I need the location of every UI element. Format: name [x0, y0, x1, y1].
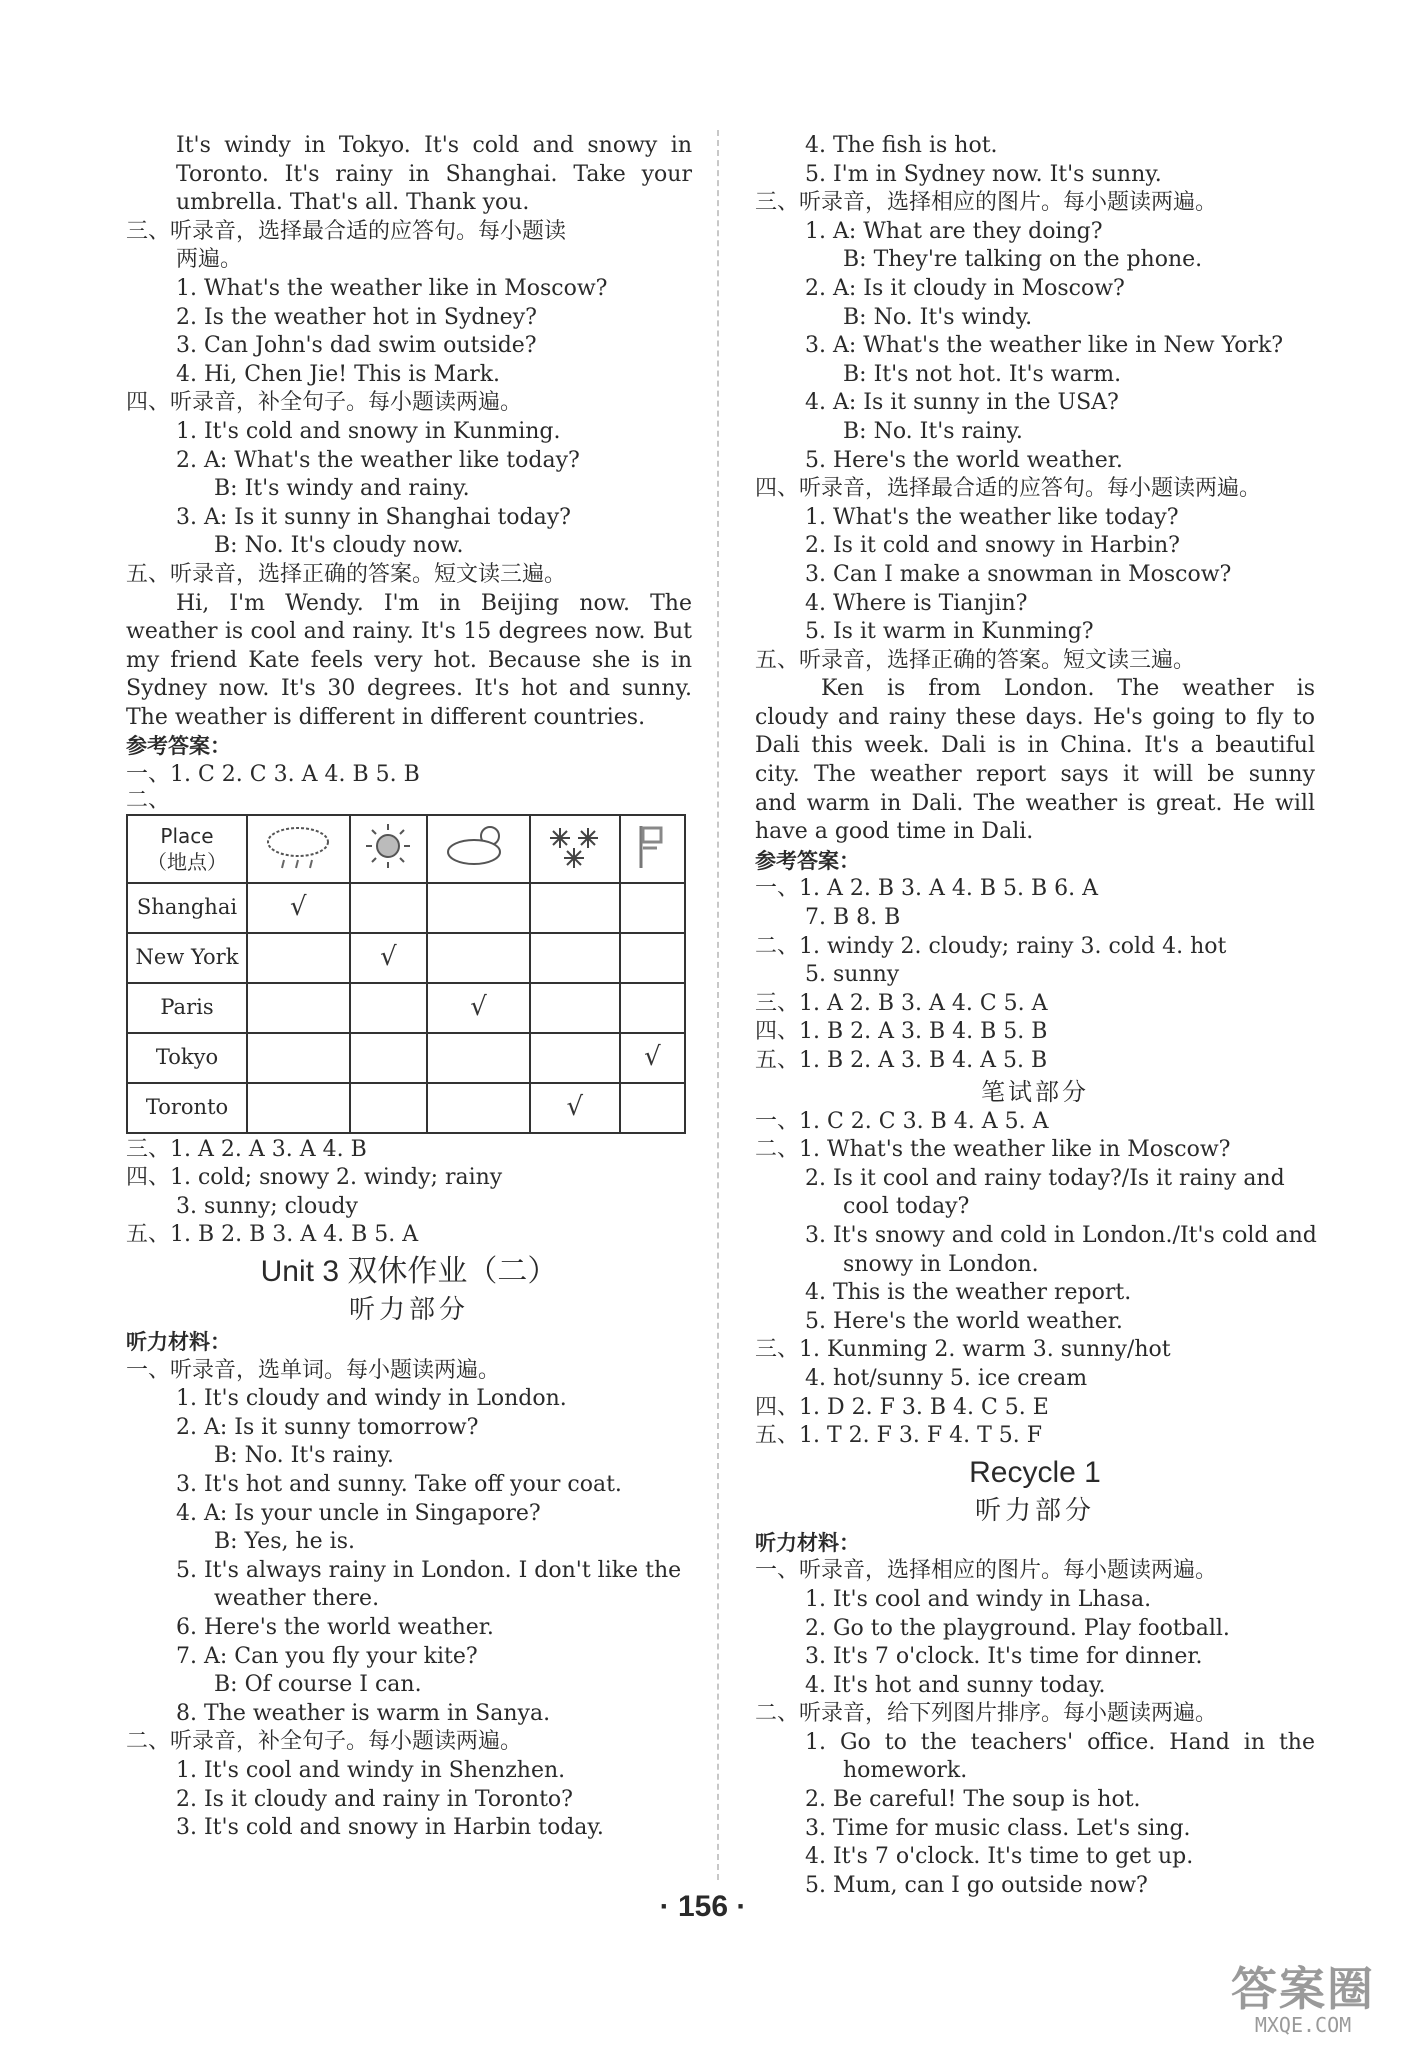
list-item: B: No. It's rainy.	[214, 1443, 394, 1469]
passage-line: Dali this week. Dali is in China. It's a beautiful	[755, 733, 1315, 759]
place-cell: Toronto	[127, 1083, 247, 1133]
list-item: 3. It's 7 o'clock. It's time for dinner.	[805, 1644, 1203, 1670]
list-item: 7. A: Can you fly your kite?	[176, 1643, 478, 1669]
list-item: 2. Be careful! The soup is hot.	[805, 1787, 1141, 1813]
answer-line: 五、1. B 2. B 3. A 4. B 5. A	[126, 1222, 419, 1248]
list-item: B: It's windy and rainy.	[214, 476, 470, 502]
answer-line: 五、1. B 2. A 3. B 4. A 5. B	[755, 1048, 1048, 1073]
answer-line: 3. It's snowy and cold in London./It's cold and	[805, 1222, 1317, 1248]
listening-part-title: 听力部分	[348, 1295, 469, 1326]
empty-cell	[350, 983, 428, 1033]
weather-table	[126, 814, 686, 1134]
empty-cell	[350, 1083, 428, 1133]
answer-line: 4. This is the weather report.	[805, 1280, 1132, 1306]
place-header-cn: （地点）	[147, 849, 227, 874]
list-item: 1. What's the weather like in Moscow?	[176, 275, 608, 301]
watermark-url: MXQE.COM	[1254, 2013, 1352, 2037]
passage-line: Hi, I'm Wendy. I'm in Beijing now. The	[176, 590, 692, 616]
empty-cell	[350, 1033, 428, 1083]
page-number: · 156 ·	[659, 1890, 747, 1923]
written-part-title: 笔试部分	[981, 1077, 1089, 1106]
passage-line: city. The weather report says it will be sunny	[755, 762, 1315, 788]
table-row	[127, 933, 685, 983]
answer-line: 一、1. C 2. C 3. B 4. A 5. A	[755, 1108, 1049, 1134]
empty-cell	[350, 883, 428, 933]
list-item: 3. Can I make a snowman in Moscow?	[805, 561, 1232, 587]
right-column	[755, 132, 1315, 1900]
section-title: 二、听录音，补全句子。每小题读两遍。	[126, 1729, 523, 1755]
list-item: 3. A: Is it sunny in Shanghai today?	[176, 504, 571, 530]
table-row	[127, 883, 685, 933]
empty-cell	[427, 933, 530, 983]
list-item: 1. A: What are they doing?	[805, 218, 1103, 244]
rainy-cloud-icon	[247, 815, 350, 883]
place-header	[127, 815, 247, 883]
materials-title: 听力材料：	[755, 1530, 860, 1555]
table-row	[127, 1083, 685, 1133]
check-cell: √	[530, 1083, 620, 1133]
list-item: 2. A: Is it cloudy in Moscow?	[805, 275, 1125, 301]
table-row	[127, 1033, 685, 1083]
answer-line: 5. Here's the world weather.	[805, 1308, 1123, 1334]
list-item: 4. It's 7 o'clock. It's time to get up.	[805, 1844, 1194, 1870]
list-item: 2. Is it cloudy and rainy in Toronto?	[176, 1786, 573, 1812]
empty-cell	[247, 983, 350, 1033]
answer-line: 四、1. cold; snowy 2. windy; rainy	[126, 1165, 503, 1191]
empty-cell	[427, 1083, 530, 1133]
place-cell: Tokyo	[127, 1033, 247, 1083]
passage-line: and warm in Dali. The weather is great. He will	[755, 790, 1315, 816]
empty-cell	[620, 933, 685, 983]
list-item: B: Yes, he is.	[214, 1529, 355, 1555]
answer-line: 一、1. A 2. B 3. A 4. B 5. B 6. A	[755, 876, 1099, 902]
section-title: 三、听录音，选择最合适的应答句。每小题读	[126, 218, 567, 244]
list-item: weather there.	[214, 1586, 380, 1612]
passage-line: Sydney now. It's 30 degrees. It's hot and sunny.	[126, 676, 692, 702]
empty-cell	[247, 1033, 350, 1083]
sunny-icon	[350, 815, 428, 883]
check-cell: √	[350, 933, 428, 983]
empty-cell	[427, 1033, 530, 1083]
list-item: 1. What's the weather like today?	[805, 504, 1179, 530]
list-item: 3. It's cold and snowy in Harbin today.	[176, 1815, 604, 1841]
answer-line: 2. Is it cool and rainy today?/Is it rainy and	[805, 1165, 1285, 1191]
section-title: 四、听录音，选择最合适的应答句。每小题读两遍。	[755, 476, 1262, 502]
answers-title: 参考答案：	[755, 848, 860, 873]
list-item: 2. Is it cold and snowy in Harbin?	[805, 533, 1180, 559]
check-cell: √	[247, 883, 350, 933]
passage-line: Toronto. It's rainy in Shanghai. Take your	[176, 161, 692, 187]
recycle-title: Recycle 1	[969, 1455, 1101, 1489]
list-item: 3. It's hot and sunny. Take off your coat.	[176, 1472, 622, 1497]
listening-part-title: 听力部分	[974, 1495, 1095, 1526]
answer-line: 三、1. A 2. A 3. A 4. B	[126, 1136, 367, 1162]
empty-cell	[530, 933, 620, 983]
answers-title: 参考答案：	[126, 734, 231, 759]
empty-cell	[620, 1083, 685, 1133]
list-item: 5. It's always rainy in London. I don't like the	[176, 1557, 682, 1583]
list-item: 2. Go to the playground. Play football.	[805, 1615, 1230, 1641]
passage-line: It's windy in Tokyo. It's cold and snowy in	[176, 133, 692, 158]
list-item: 4. The fish is hot.	[805, 133, 998, 158]
answer-line: 4. hot/sunny 5. ice cream	[805, 1365, 1088, 1391]
list-item: B: They're talking on the phone.	[843, 247, 1203, 273]
list-item: 3. Time for music class. Let's sing.	[805, 1815, 1191, 1841]
empty-cell	[620, 883, 685, 933]
list-item: 3. Can John's dad swim outside?	[176, 333, 537, 359]
answer-line: 四、1. D 2. F 3. B 4. C 5. E	[755, 1394, 1049, 1420]
passage-line: cloudy and rainy these days. He's going to fly to	[755, 704, 1315, 730]
list-item: 5. Mum, can I go outside now?	[805, 1872, 1148, 1898]
table-row	[127, 983, 685, 1033]
answer-line: 二、	[126, 787, 171, 813]
list-item: 1. It's cool and windy in Shenzhen.	[176, 1757, 566, 1783]
cloudy-sun-icon	[427, 815, 530, 883]
list-item: B: No. It's rainy.	[843, 418, 1023, 444]
empty-cell	[530, 983, 620, 1033]
list-item: 3. A: What's the weather like in New York?	[805, 333, 1284, 359]
passage-line: my friend Kate feels very hot. Because she is in	[126, 647, 692, 673]
section-title: 一、听录音，选单词。每小题读两遍。	[126, 1357, 501, 1383]
list-item: 1. It's cold and snowy in Kunming.	[176, 418, 561, 444]
list-item: 2. Is the weather hot in Sydney?	[176, 304, 537, 330]
answer-line: cool today?	[843, 1194, 970, 1220]
list-item: B: Of course I can.	[214, 1672, 422, 1698]
answer-line: 三、1. Kunming 2. warm 3. sunny/hot	[755, 1337, 1171, 1363]
empty-cell	[247, 933, 350, 983]
column-divider	[717, 130, 719, 1880]
list-item: 5. Here's the world weather.	[805, 447, 1123, 473]
section-title: 一、听录音，选择相应的图片。每小题读两遍。	[755, 1558, 1218, 1584]
list-item: 4. A: Is your uncle in Singapore?	[176, 1500, 541, 1526]
list-item: B: No. It's cloudy now.	[214, 533, 464, 559]
table-header-row	[127, 815, 685, 883]
answer-line: 一、1. C 2. C 3. A 4. B 5. B	[126, 762, 420, 788]
empty-cell	[530, 1033, 620, 1083]
check-cell: √	[427, 983, 530, 1033]
answer-line: 二、1. windy 2. cloudy; rainy 3. cold 4. hot	[755, 933, 1227, 959]
left-column	[126, 132, 692, 1843]
unit-title: Unit 3 双休作业（二）	[260, 1255, 558, 1289]
watermark-logo: 答案圈	[1231, 1962, 1375, 2016]
empty-cell	[530, 883, 620, 933]
answer-line: 三、1. A 2. B 3. A 4. C 5. A	[755, 990, 1048, 1016]
list-item: 4. Where is Tianjin?	[805, 590, 1028, 616]
list-item: 1. It's cloudy and windy in London.	[176, 1386, 567, 1412]
list-item: 2. A: What's the weather like today?	[176, 447, 580, 473]
answer-line: 7. B 8. B	[805, 905, 901, 931]
place-cell: Shanghai	[127, 883, 247, 933]
section-title: 二、听录音，给下列图片排序。每小题读两遍。	[755, 1701, 1218, 1727]
passage-line: Ken is from London. The weather is	[821, 676, 1315, 702]
empty-cell	[247, 1083, 350, 1133]
list-item: 6. Here's the world weather.	[176, 1614, 494, 1640]
watermark	[1218, 1964, 1388, 2040]
section-title: 五、听录音，选择正确的答案。短文读三遍。	[126, 561, 567, 587]
list-item: 2. A: Is it sunny tomorrow?	[176, 1414, 479, 1440]
answer-line: 二、1. What's the weather like in Moscow?	[755, 1137, 1231, 1163]
list-item: 8. The weather is warm in Sanya.	[176, 1700, 551, 1726]
list-item: 5. I'm in Sydney now. It's sunny.	[805, 161, 1162, 187]
list-item: 1. It's cool and windy in Lhasa.	[805, 1586, 1152, 1612]
list-item: 1. Go to the teachers' office. Hand in the	[805, 1729, 1315, 1755]
passage-line: weather is cool and rainy. It's 15 degrees now. But	[126, 619, 692, 645]
list-item: 4. A: Is it sunny in the USA?	[805, 390, 1119, 416]
empty-cell	[620, 983, 685, 1033]
passage-line: The weather is different in different countries.	[126, 704, 646, 730]
list-item: 5. Is it warm in Kunming?	[805, 619, 1094, 645]
answer-line: 5. sunny	[805, 962, 900, 988]
answer-line: 五、1. T 2. F 3. F 4. T 5. F	[755, 1423, 1043, 1449]
section-title-cont: 两遍。	[176, 247, 243, 273]
list-item: 4. It's hot and sunny today.	[805, 1672, 1106, 1698]
section-title: 三、听录音，选择相应的图片。每小题读两遍。	[755, 190, 1218, 216]
windy-flag-icon	[620, 815, 685, 883]
materials-title: 听力材料：	[126, 1330, 231, 1355]
check-cell: √	[620, 1033, 685, 1083]
place-header-en: Place	[160, 823, 214, 848]
passage-line: umbrella. That's all. Thank you.	[176, 190, 530, 216]
list-item: homework.	[843, 1758, 968, 1784]
place-cell: New York	[127, 933, 247, 983]
list-item: 4. Hi, Chen Jie! This is Mark.	[176, 361, 501, 387]
section-title: 五、听录音，选择正确的答案。短文读三遍。	[755, 647, 1196, 673]
list-item: B: It's not hot. It's warm.	[843, 361, 1122, 387]
answer-line: 四、1. B 2. A 3. B 4. B 5. B	[755, 1019, 1048, 1045]
answer-line: 3. sunny; cloudy	[176, 1193, 358, 1219]
list-item: B: No. It's windy.	[843, 304, 1033, 330]
section-title: 四、听录音，补全句子。每小题读两遍。	[126, 390, 523, 416]
answer-line: snowy in London.	[843, 1251, 1039, 1277]
place-cell: Paris	[127, 983, 247, 1033]
empty-cell	[427, 883, 530, 933]
snowflake-icon	[530, 815, 620, 883]
passage-line: have a good time in Dali.	[755, 819, 1034, 845]
